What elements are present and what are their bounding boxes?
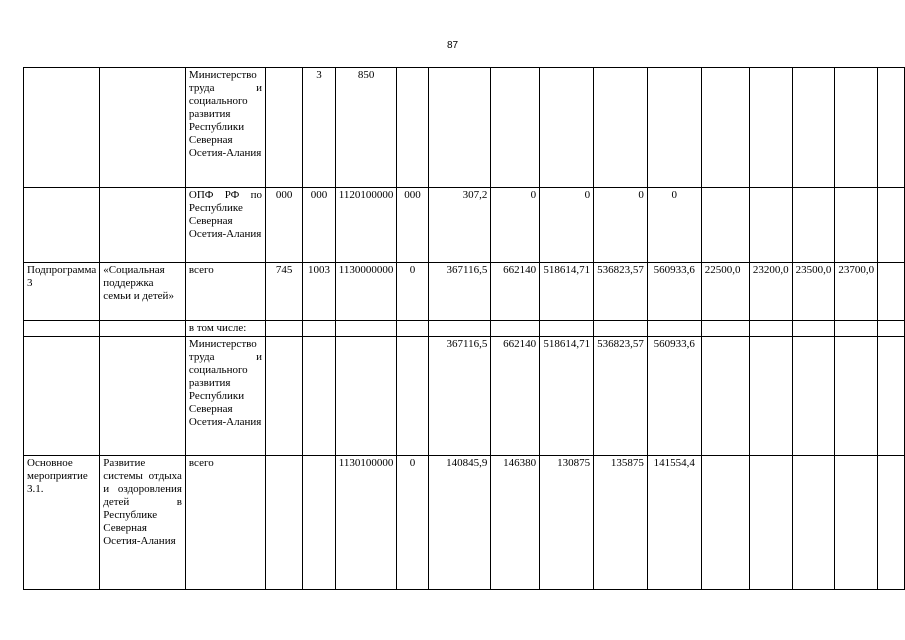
table-row bbox=[24, 321, 905, 337]
table-cell: всего bbox=[185, 456, 265, 590]
table-cell: 367116,5 bbox=[428, 337, 491, 456]
table-cell bbox=[266, 321, 303, 337]
table-cell: 0 bbox=[397, 263, 428, 321]
table-cell bbox=[878, 68, 905, 188]
table-cell: 141554,4 bbox=[647, 456, 701, 590]
table-cell: 662140 bbox=[491, 263, 540, 321]
table-cell: 518614,71 bbox=[540, 337, 594, 456]
table-cell: 518614,71 bbox=[540, 263, 594, 321]
table-cell: 307,2 bbox=[428, 188, 491, 263]
table-cell bbox=[303, 321, 336, 337]
table-cell bbox=[266, 337, 303, 456]
table-cell: 000 bbox=[397, 188, 428, 263]
table-cell bbox=[701, 68, 749, 188]
table-cell bbox=[266, 456, 303, 590]
table-cell: 0 bbox=[491, 188, 540, 263]
table-cell: 22500,0 bbox=[701, 263, 749, 321]
table-cell bbox=[878, 188, 905, 263]
table-cell: 130875 bbox=[540, 456, 594, 590]
table-cell: 1003 bbox=[303, 263, 336, 321]
table-cell: 146380 bbox=[491, 456, 540, 590]
table-cell bbox=[835, 68, 878, 188]
table-cell: 0 bbox=[594, 188, 648, 263]
table-cell bbox=[647, 321, 701, 337]
table-cell bbox=[749, 321, 792, 337]
table-cell bbox=[303, 337, 336, 456]
table-cell bbox=[792, 321, 835, 337]
table-cell bbox=[335, 321, 397, 337]
table-cell: Основное мероприятие 3.1. bbox=[24, 456, 100, 590]
table-cell bbox=[792, 68, 835, 188]
budget-table bbox=[23, 67, 905, 590]
table-cell bbox=[491, 321, 540, 337]
table-cell: 135875 bbox=[594, 456, 648, 590]
table-cell: 23200,0 bbox=[749, 263, 792, 321]
table-cell: Министерство труда и социального развития Республики Северная Осетия-Алания bbox=[185, 337, 265, 456]
table-cell: всего bbox=[185, 263, 265, 321]
table-cell bbox=[24, 321, 100, 337]
table-cell: 560933,6 bbox=[647, 263, 701, 321]
table-cell: 536823,57 bbox=[594, 263, 648, 321]
table-cell bbox=[878, 263, 905, 321]
table-cell bbox=[749, 188, 792, 263]
table-cell bbox=[792, 456, 835, 590]
table-cell bbox=[835, 337, 878, 456]
table-cell: 560933,6 bbox=[647, 337, 701, 456]
table-cell bbox=[100, 321, 186, 337]
table-cell bbox=[701, 337, 749, 456]
table-cell: 1130000000 bbox=[335, 263, 397, 321]
table-cell: 23700,0 bbox=[835, 263, 878, 321]
table-cell: 1120100000 bbox=[335, 188, 397, 263]
page-number: 87 bbox=[446, 40, 459, 51]
table-cell: 0 bbox=[647, 188, 701, 263]
table-cell bbox=[24, 68, 100, 188]
table-cell bbox=[540, 321, 594, 337]
table-cell bbox=[701, 456, 749, 590]
table-cell bbox=[878, 321, 905, 337]
table-cell bbox=[24, 188, 100, 263]
table-cell bbox=[878, 456, 905, 590]
table-row bbox=[24, 337, 905, 456]
table-row bbox=[24, 263, 905, 321]
table-cell bbox=[749, 68, 792, 188]
table-cell bbox=[701, 188, 749, 263]
table-cell: в том числе: bbox=[185, 321, 265, 337]
table-cell bbox=[24, 337, 100, 456]
table-cell: 000 bbox=[266, 188, 303, 263]
table-cell bbox=[792, 337, 835, 456]
table-cell bbox=[397, 337, 428, 456]
table-cell bbox=[335, 337, 397, 456]
table-cell bbox=[397, 321, 428, 337]
table-cell: 000 bbox=[303, 188, 336, 263]
table-cell bbox=[835, 188, 878, 263]
table-cell bbox=[701, 321, 749, 337]
table-cell: 850 bbox=[335, 68, 397, 188]
table-cell: 1130100000 bbox=[335, 456, 397, 590]
table-cell: 536823,57 bbox=[594, 337, 648, 456]
table-cell bbox=[594, 68, 648, 188]
table-cell: 23500,0 bbox=[792, 263, 835, 321]
table-cell bbox=[100, 337, 186, 456]
table-cell: 3 bbox=[303, 68, 336, 188]
table-cell bbox=[303, 456, 336, 590]
table-cell bbox=[100, 188, 186, 263]
table-cell bbox=[835, 321, 878, 337]
table-cell: 367116,5 bbox=[428, 263, 491, 321]
table-cell: 140845,9 bbox=[428, 456, 491, 590]
table-cell bbox=[428, 68, 491, 188]
table-cell: Подпрограмма 3 bbox=[24, 263, 100, 321]
table-cell bbox=[792, 188, 835, 263]
table-row bbox=[24, 456, 905, 590]
table-cell bbox=[594, 321, 648, 337]
table-cell: ОПФ РФ по Республике Северная Осетия-Алания bbox=[185, 188, 265, 263]
table-cell: Развитие системы отдыха и оздоровления детей в Республике Северная Осетия-Алания bbox=[100, 456, 186, 590]
table-cell bbox=[540, 68, 594, 188]
table-cell: «Социальная поддержка семьи и детей» bbox=[100, 263, 186, 321]
table-cell bbox=[749, 456, 792, 590]
table-cell bbox=[878, 337, 905, 456]
table-cell bbox=[491, 68, 540, 188]
table-cell bbox=[397, 68, 428, 188]
table-cell bbox=[100, 68, 186, 188]
table-row bbox=[24, 188, 905, 263]
table-cell bbox=[835, 456, 878, 590]
table-cell: 662140 bbox=[491, 337, 540, 456]
table-cell bbox=[266, 68, 303, 188]
table-cell: 0 bbox=[540, 188, 594, 263]
table-row bbox=[24, 68, 905, 188]
table-cell: Министерство труда и социального развития Республики Северная Осетия-Алания bbox=[185, 68, 265, 188]
table-cell bbox=[749, 337, 792, 456]
table-cell bbox=[647, 68, 701, 188]
table-cell: 0 bbox=[397, 456, 428, 590]
table-cell bbox=[428, 321, 491, 337]
table-cell: 745 bbox=[266, 263, 303, 321]
